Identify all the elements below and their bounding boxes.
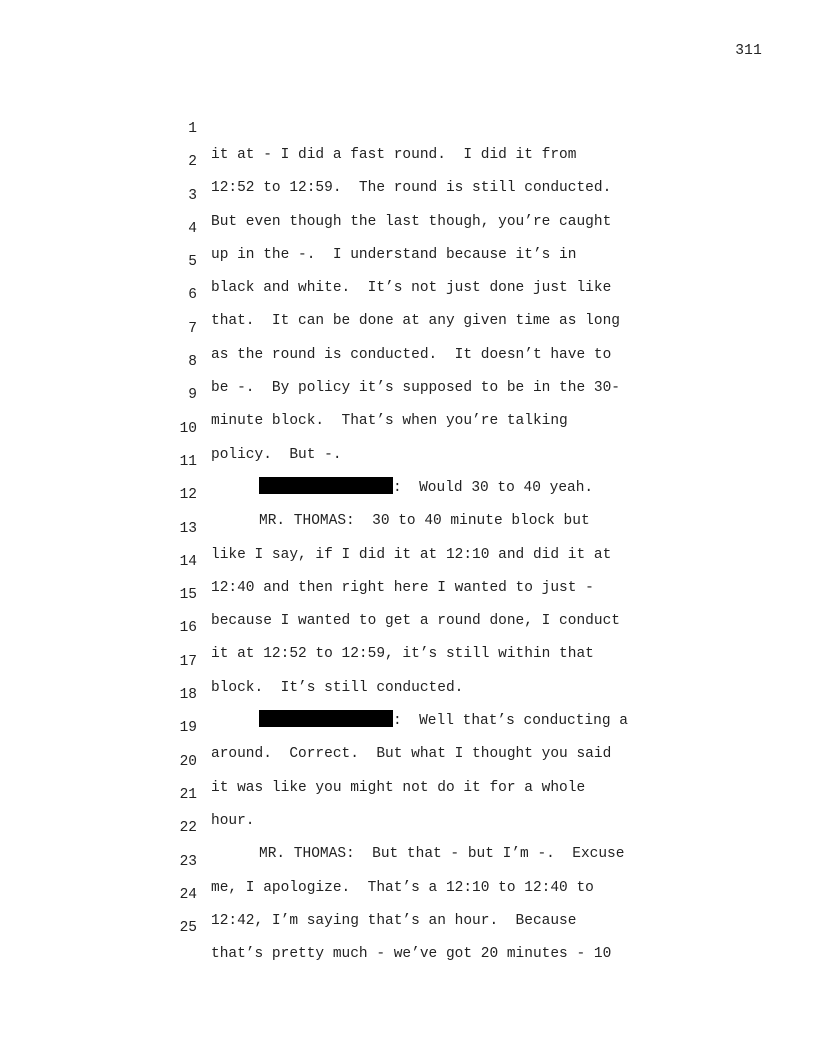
line-text: as the round is conducted. It doesn’t have to <box>211 346 612 363</box>
line-text: 12:52 to 12:59. The round is still conducted. <box>211 180 612 197</box>
transcript-line <box>0 889 816 963</box>
line-number: 9 <box>188 387 197 404</box>
line-number: 4 <box>188 220 197 237</box>
line-text: that’s pretty much - we’ve got 20 minutes - 10 <box>211 946 612 963</box>
line-number: 20 <box>179 753 197 770</box>
line-number: 24 <box>179 886 197 903</box>
transcript-line <box>0 323 816 397</box>
line-text: 12:40 and then right here I wanted to just - <box>211 579 594 596</box>
line-text: me, I apologize. That’s a 12:10 to 12:40 to <box>211 879 594 896</box>
transcript-line <box>0 90 816 163</box>
line-number: 3 <box>188 187 197 204</box>
line-text: around. Correct. But what I thought you said <box>211 746 612 763</box>
line-text: block. It’s still conducted. <box>211 679 464 696</box>
line-text: it was like you might not do it for a whole <box>211 779 586 796</box>
line-number: 10 <box>179 420 197 437</box>
line-number: 25 <box>179 920 197 937</box>
line-text: hour. <box>211 812 255 829</box>
transcript-line <box>0 223 816 297</box>
line-number: 15 <box>179 587 197 604</box>
page-number: 311 <box>735 43 762 59</box>
transcript-body <box>0 90 816 963</box>
line-number: 18 <box>179 687 197 704</box>
line-text: But even though the last though, you’re caught <box>211 213 612 230</box>
line-text: up in the -. I understand because it’s in <box>211 246 577 263</box>
line-text: it at 12:52 to 12:59, it’s still within that <box>211 646 594 663</box>
line-text: because I wanted to get a round done, I conduct <box>211 613 620 630</box>
line-text: 12:42, I’m saying that’s an hour. Because <box>211 912 577 929</box>
line-text: minute block. That’s when you’re talking <box>211 413 568 430</box>
line-text: black and white. It’s not just done just like <box>211 280 612 297</box>
line-number: 14 <box>179 553 197 570</box>
line-number: 19 <box>179 720 197 737</box>
line-text: be -. By policy it’s supposed to be in the 30- <box>211 380 620 397</box>
line-number: 12 <box>179 487 197 504</box>
line-number: 6 <box>188 287 197 304</box>
line-text: MR. THOMAS: 30 to 40 minute block but <box>259 513 590 530</box>
line-text: MR. THOMAS: But that - but I’m -. Excuse <box>259 846 625 863</box>
line-number: 22 <box>179 820 197 837</box>
transcript-line <box>0 256 816 330</box>
line-number: 1 <box>188 121 197 137</box>
transcript-line <box>0 190 816 263</box>
line-text: it at - I did a fast round. I did it from <box>211 147 577 163</box>
line-number: 17 <box>179 653 197 670</box>
line-number: 11 <box>179 453 197 470</box>
line-text: policy. But -. <box>211 446 342 463</box>
line-number: 23 <box>179 853 197 870</box>
transcript-line <box>0 157 816 230</box>
line-number: 8 <box>188 354 197 371</box>
transcript-line <box>0 123 816 197</box>
line-text: like I say, if I did it at 12:10 and did it at <box>211 546 612 563</box>
line-text: that. It can be done at any given time as long <box>211 313 620 330</box>
line-number: 5 <box>188 254 197 271</box>
line-number: 21 <box>179 786 197 803</box>
line-number: 13 <box>179 520 197 537</box>
line-text: : Would 30 to 40 yeah. <box>393 479 594 496</box>
line-text: : Well that’s conducting a <box>393 713 628 730</box>
transcript-line <box>0 823 816 896</box>
line-number: 7 <box>188 320 197 337</box>
line-number: 2 <box>188 154 197 171</box>
line-number: 16 <box>179 620 197 637</box>
transcript-line <box>0 290 816 363</box>
